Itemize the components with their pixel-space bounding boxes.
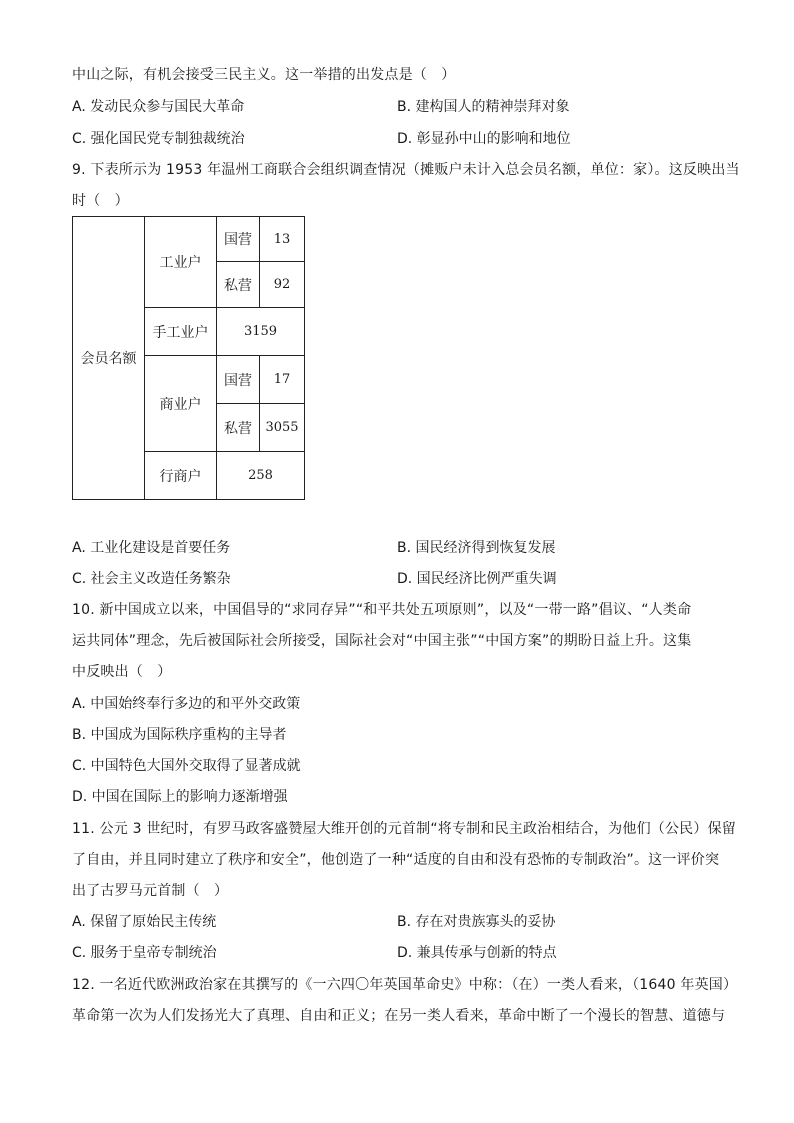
- trade-value: 258: [217, 452, 305, 500]
- q11-stem-line-3: 出了古罗马元首制（ ）: [72, 883, 229, 899]
- q11-option-c[interactable]: C. 服务于皇帝专制统治: [72, 945, 217, 961]
- q9-option-c[interactable]: C. 社会主义改造任务繁杂: [72, 571, 231, 587]
- handicraft-value: 3159: [217, 308, 305, 356]
- q8-option-a[interactable]: A. 发动民众参与国民大革命: [72, 99, 245, 115]
- q9-stem-line-2: 时（ ）: [72, 193, 129, 209]
- q9-option-d[interactable]: D. 国民经济比例严重失调: [397, 571, 557, 587]
- q10-stem-line-2: 运共同体”理念，先后被国际社会所接受，国际社会对“中国主张”“中国方案”的期盼日益上升。这集: [72, 633, 692, 649]
- industrial-private-label: 私营: [217, 262, 260, 308]
- table-header-cell: 会员名额: [73, 217, 145, 500]
- commercial-state-label: 国营: [217, 356, 260, 404]
- commercial-private-label: 私营: [217, 404, 260, 452]
- commercial-state-value: 17: [260, 356, 305, 404]
- q8-stem: 中山之际，有机会接受三民主义。这一举措的出发点是（ ）: [72, 67, 456, 83]
- commercial-private-value: 3055: [260, 404, 305, 452]
- handicraft-label: 手工业户: [145, 308, 217, 356]
- commercial-label: 商业户: [145, 356, 217, 452]
- q10-option-a[interactable]: A. 中国始终奉行多边的和平外交政策: [72, 696, 301, 712]
- industrial-label: 工业户: [145, 217, 217, 308]
- q10-option-d[interactable]: D. 中国在国际上的影响力逐渐增强: [72, 789, 288, 805]
- q8-option-c[interactable]: C. 强化国民党专制独裁统治: [72, 131, 245, 147]
- q12-stem-line-2: 革命第一次为人们发扬光大了真理、自由和正义；在另一类人看来，革命中断了一个漫长的智慧、道德与: [72, 1008, 726, 1024]
- q9-stem-line-1: 9. 下表所示为 1953 年温州工商联合会组织调查情况（摊贩户未计入总会员名额，单位：家）。这反映出当: [72, 162, 740, 178]
- q8-option-b[interactable]: B. 建构国人的精神崇拜对象: [397, 99, 570, 115]
- q9-option-b[interactable]: B. 国民经济得到恢复发展: [397, 540, 556, 556]
- industrial-private-value: 92: [260, 262, 305, 308]
- industrial-state-value: 13: [260, 217, 305, 262]
- industrial-state-label: 国营: [217, 217, 260, 262]
- q8-option-d[interactable]: D. 彰显孙中山的影响和地位: [397, 131, 571, 147]
- q11-option-b[interactable]: B. 存在对贵族寡头的妥协: [397, 914, 556, 930]
- trade-label: 行商户: [145, 452, 217, 500]
- q11-stem-line-2: 了自由，并且同时建立了秩序和安全”，他创造了一种“适度的自由和没有恐怖的专制政治”。这一评价突: [72, 852, 720, 868]
- q11-stem-line-1: 11. 公元 3 世纪时，有罗马政客盛赞屋大维开创的元首制“将专制和民主政治相结合，为他们（公民）保留: [72, 821, 736, 837]
- q10-stem-line-3: 中反映出（ ）: [72, 664, 172, 680]
- q11-option-d[interactable]: D. 兼具传承与创新的特点: [397, 945, 557, 961]
- q11-option-a[interactable]: A. 保留了原始民主传统: [72, 914, 217, 930]
- q12-stem-line-1: 12. 一名近代欧洲政治家在其撰写的《一六四〇年英国革命史》中称：（在）一类人看来，（1640 年英国）: [72, 977, 738, 993]
- q10-stem-line-1: 10. 新中国成立以来，中国倡导的“求同存异”“和平共处五项原则”，以及“一带一路”倡议、“人类命: [72, 602, 692, 618]
- q10-option-b[interactable]: B. 中国成为国际秩序重构的主导者: [72, 727, 287, 743]
- q10-option-c[interactable]: C. 中国特色大国外交取得了显著成就: [72, 758, 301, 774]
- q9-option-a[interactable]: A. 工业化建设是首要任务: [72, 540, 231, 556]
- membership-table: [72, 216, 305, 500]
